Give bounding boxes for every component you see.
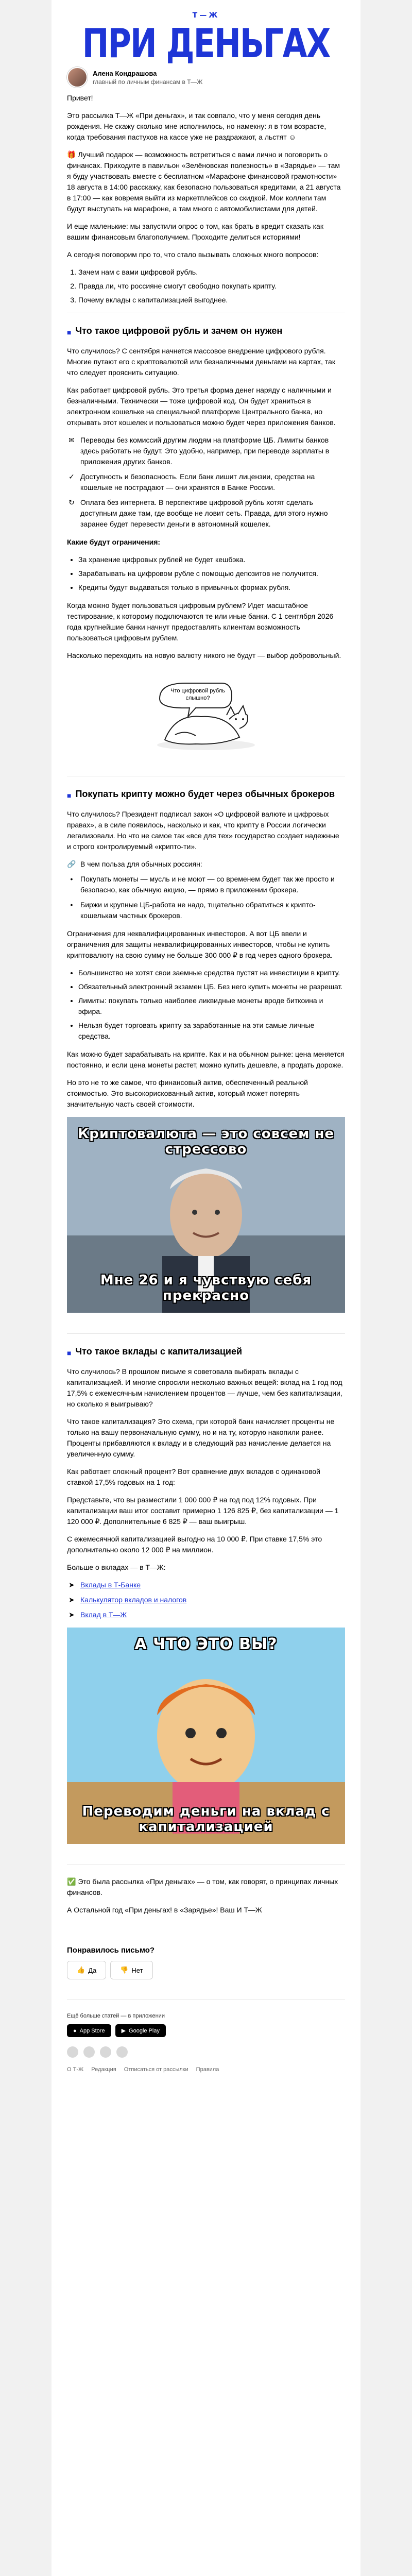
limits-title: Какие будут ограничения:: [67, 538, 161, 546]
author-name: Алена Кондрашова: [93, 69, 157, 77]
footer-link[interactable]: Отписаться от рассылки: [124, 2066, 188, 2073]
list-item: ↻ Оплата без интернета. В перспективе цифровой рубль хотят сделать доступным даже там, где вообще не ловит сеть. Правда, для этого нужно заранее будет перевести деньги в автономный кошелек.: [67, 497, 345, 530]
author-avatar: [67, 67, 88, 88]
deposit-meme-image: [67, 1628, 345, 1844]
apple-icon: ●: [73, 2027, 77, 2034]
feedback-yes-button[interactable]: [67, 1961, 106, 1979]
meme-caption-bottom: Мне 26 и я чувствую себя прекрасно: [100, 1273, 312, 1303]
telegram-icon[interactable]: [83, 2046, 95, 2058]
footer-links: [67, 2065, 345, 2074]
feedback-question: Понравилось письмо?: [67, 1946, 155, 1955]
feedback-yes-label: Да: [88, 1966, 97, 1974]
section-deposits: [67, 1333, 345, 1865]
restrictions-list: [67, 968, 345, 1042]
list-item: • Большинство не хотят свои заемные средства пустят на инвестиции в крипту.: [78, 968, 345, 978]
list-item: [67, 1595, 345, 1605]
paragraph: Как можно будет зарабатывать на крипте. Как и на обычном рынке: цена меняется постоянно, и если цена монеты растет, можно купить дешевле, а продать дороже.: [67, 1050, 345, 1069]
crypto-benefits: [67, 859, 345, 921]
speech-bubble-text: Что цифровой рубль слышно?: [170, 688, 225, 701]
paragraph: Насколько переходить на новую валюту никого не будут — выбор добровольный.: [67, 651, 341, 659]
topic-item[interactable]: 1. Зачем нам с вами цифровой рубль.: [78, 267, 345, 278]
deposit-links: [67, 1580, 345, 1620]
bullet-icon: •: [70, 901, 73, 909]
paragraph: Когда можно будет пользоваться цифровым рублем? Идет масштабное тестирование, к которому подключаются те или иные банки. С 1 сентября 2026 года крупнейшие банки начнут предоставлять клиентам возможность пользоваться цифровым рублем.: [67, 601, 334, 642]
refresh-icon: ↻: [68, 498, 75, 506]
feedback-block: [67, 1934, 345, 1985]
vk-icon[interactable]: [67, 2046, 78, 2058]
list-item: • Лимиты: покупать только наиболее ликвидные монеты вроде биткоина и эфира.: [78, 995, 345, 1017]
paragraph: Но это не то же самое, что финансовый актив, обеспеченный реальной стоимостью. Это высокорискованный актив, который может потерять значительную часть своей стоимости.: [67, 1078, 308, 1108]
list-item: • Кредиты будут выдаваться только в привычных формах рубля.: [78, 582, 345, 593]
paragraph: Ограничения для неквалифицированных инвесторов. А вот ЦБ ввели и ограничения для защиты неквалифицированных инвесторов, чтобы не купить криптовалюту на свою сумму не больше 300 000 ₽ в год через одного брокера.: [67, 929, 333, 959]
list-item: ✉ Переводы без комиссий другим людям на платформе ЦБ. Лимиты банков здесь работать не будут. Это удобно, например, при переводе зарплаты в приложения других банков.: [67, 435, 345, 467]
thumbs-up-icon: 👍: [77, 1966, 85, 1974]
deposit-link[interactable]: Калькулятор вкладов и налогов: [80, 1596, 187, 1604]
social-links: [67, 2046, 345, 2058]
feedback-no-button[interactable]: [110, 1961, 152, 1979]
arrow-right-icon: ➤: [68, 1611, 75, 1619]
section-title: ■ Покупать крипту можно будет через обычных брокеров: [67, 788, 345, 802]
newsletter-title: ПРИ ДЕНЬГАХ: [82, 20, 330, 67]
list-item: 🔗 В чем польза для обычных россиян:: [67, 859, 345, 870]
paragraph: Как работает сложный процент? Вот сравнение двух вкладов с одинаковой ставкой 17,5% годовых на 1 год:: [67, 1467, 320, 1486]
list-item: ✓ Доступность и безопасность. Если банк лишит лицензии, средства на кошельке не пострадают — они хранятся в Банке России.: [67, 471, 345, 493]
list-item: • Зарабатывать на цифровом рубле с помощью депозитов не получится.: [78, 568, 345, 579]
feedback-no-label: Нет: [131, 1966, 143, 1974]
gift-icon: 🎁: [67, 150, 78, 159]
topic-item[interactable]: 2. Правда ли, что россияне смогут свободно покупать крипту.: [78, 281, 345, 292]
paragraph: Что такое капитализация? Это схема, при которой банк начисляет проценты не только на вашу первоначальную сумму, но и на ту, которую накопили ранее. Проценты прибавляются к вкладу и в следующий раз начисление делается на увеличенную сумму.: [67, 1417, 335, 1458]
outro-paragraph: А Остальной год «При деньгах! в «Зарядье»! Ваш И Т—Ж: [67, 1906, 262, 1914]
crypto-meme-image: [67, 1117, 345, 1313]
section-title: ■ Что такое вклады с капитализацией: [67, 1345, 345, 1359]
google-play-button[interactable]: ▶ Google Play: [115, 2024, 166, 2037]
bonus-title: Больше о вкладах — в Т—Ж:: [67, 1563, 166, 1571]
intro-paragraph: Это рассылка Т—Ж «При деньгах», и так совпало, что у меня сегодня день рождения. Не скажу сколько мне исполнилось, но намекну: я в том возрасте, когда требования пастухов на кассе уже не раздражают, а льстят ☺: [67, 111, 327, 141]
paragraph: Представьте, что вы разместили 1 000 000 ₽ на год под 12% годовых. При капитализации ваш итог составит примерно 1 126 825 ₽, без капитализации — 1 120 000 ₽. Дополнительные 6 825 ₽ — ваш выигрыш.: [67, 1496, 339, 1526]
footer: [67, 1999, 345, 2090]
section-digital-ruble: [67, 313, 345, 776]
thumbs-down-icon: 👎: [120, 1966, 129, 1974]
intro-paragraph: 🎁 Лучший подарок — возможность встретиться с вами лично и поговорить о финансах. Приходите в павильон «Зелёновская полезность» в «Зарядье» — там я буду участвовать вместе с бесплатном «Марафоне финансовой грамотности» 18 августа в 14:00 расскажу, как безопасно пользоваться кредитами, а 21 августа в 17:00 — как вовремя выйти из маркетплейсов со скидкой. Мои коллеги там будут выступать на марафоне, а там много с автомобилистами для детей.: [67, 150, 341, 213]
arrow-right-icon: ➤: [68, 1581, 75, 1589]
chevron-right-icon: ■: [67, 328, 72, 336]
list-item: [67, 1580, 345, 1590]
check-icon: ✅: [67, 1877, 78, 1886]
paragraph: Что случилось? С сентября начнется массовое внедрение цифрового рубля. Многие путают его с криптовалютой или безналичными деньгами на картах, так что следует прояснить ситуацию.: [67, 347, 335, 377]
footer-link[interactable]: Редакция: [91, 2066, 116, 2073]
author-role: главный по личным финансам в Т—Ж: [93, 78, 203, 86]
meme-caption-top: А ЧТО ЭТО ВЫ?: [134, 1635, 278, 1653]
list-item: [67, 1609, 345, 1620]
footer-text: Ещё больше статей — в приложении: [67, 2013, 165, 2019]
email-page: [52, 0, 360, 2576]
play-icon: ▶: [121, 2028, 126, 2034]
deposit-link[interactable]: Вклад в Т—Ж: [80, 1611, 127, 1619]
footer-link[interactable]: О Т-Ж: [67, 2066, 84, 2073]
bullet-icon: •: [70, 875, 73, 883]
list-item: • Обязательный электронный экзамен ЦБ. Без него купить монеты не разрешат.: [78, 981, 345, 992]
link-icon: 🔗: [67, 860, 76, 868]
outro: [67, 1865, 345, 1934]
outro-paragraph: ✅ Это была рассылка «При деньгах» — о том, как говорят, о принципах личных финансов.: [67, 1877, 338, 1896]
youtube-icon[interactable]: [100, 2046, 111, 2058]
intro: [67, 93, 345, 306]
list-item: • За хранение цифровых рублей не будет кешбэка.: [78, 554, 345, 565]
benefits-list: [67, 435, 345, 530]
meme-caption-top: Криптовалюта — это совсем не стрессово: [77, 1126, 335, 1157]
section-crypto: [67, 776, 345, 1333]
topic-item[interactable]: 3. Почему вклады с капитализацией выгоднее.: [78, 295, 345, 306]
list-item: • Биржи и крупные ЦБ-работа не надо, тщательно обратиться к крипто-кошелькам частных брокеров.: [67, 900, 345, 921]
paragraph: Как работает цифровой рубль. Это третья форма денег наряду с наличными и безналичными. Технически — тоже цифровой код. Он будет храниться в электронном кошельке на специальной платформе Центрального банка, но открывать этот кошелек и пользоваться можно будет через приложения банков.: [67, 386, 336, 427]
topics-list: [67, 267, 345, 306]
dzen-icon[interactable]: [116, 2046, 128, 2058]
arrow-right-icon: ➤: [68, 1596, 75, 1604]
list-item: • Нельзя будет торговать крипту за заработанные на эти самые личные средства.: [78, 1020, 345, 1042]
intro-paragraph: А сегодня поговорим про то, что стало вызывать сложных много вопросов:: [67, 250, 319, 259]
paragraph: С ежемесячной капитализацией выгодно на 10 000 ₽. При ставке 17,5% это дополнительно около 12 000 ₽ на миллион.: [67, 1535, 322, 1554]
brand-header: [52, 0, 360, 67]
limits-list: [67, 554, 345, 593]
app-store-button[interactable]: ● App Store: [67, 2024, 111, 2037]
meme-caption-bottom: Переводим деньги на вклад с капитализацией: [82, 1804, 330, 1835]
list-item: • Покупать монеты — мусль и не моют — со временем будет так же просто и безопасно, как обычную акцию, — прямо в приложении брокера.: [67, 874, 345, 895]
app-store-badges: [67, 2024, 345, 2037]
tzh-logo[interactable]: Т—Ж: [192, 11, 220, 20]
chevron-right-icon: ■: [67, 1349, 72, 1357]
paragraph: Что случилось? Президент подписал закон «О цифровой валюте и цифровых правах», а в силе появилось, насколько и как, что крипту в России логически легализовали. Но что не самое так «все для тех» государство создает надежные и строго контролируемый «крипто-ти».: [67, 810, 339, 851]
cat-illustration: [144, 668, 268, 755]
intro-paragraph: И еще маленькие: мы запустили опрос о том, как брать в кредит сказать как вашим финансовым благополучием. Проходите делиться историями!: [67, 222, 323, 241]
footer-link[interactable]: Правила: [196, 2066, 219, 2073]
greeting: Привет!: [67, 94, 93, 102]
chevron-right-icon: ■: [67, 791, 72, 800]
cat-drawing: [144, 668, 268, 755]
deposit-link[interactable]: Вклады в Т-Банке: [80, 1581, 141, 1589]
paragraph: Что случилось? В прошлом письме я советовала выбирать вклады с капитализацией. И многие спросили несколько важных вещей: вклад на 1 год под 17,5% с ежемесячным начислением процентов — лучше, чем без капитализации, но сколько я выигрываю?: [67, 1367, 342, 1408]
mail-icon: ✉: [68, 436, 75, 444]
check-icon: ✓: [68, 472, 75, 481]
section-title: ■ Что такое цифровой рубль и зачем он нужен: [67, 325, 345, 338]
